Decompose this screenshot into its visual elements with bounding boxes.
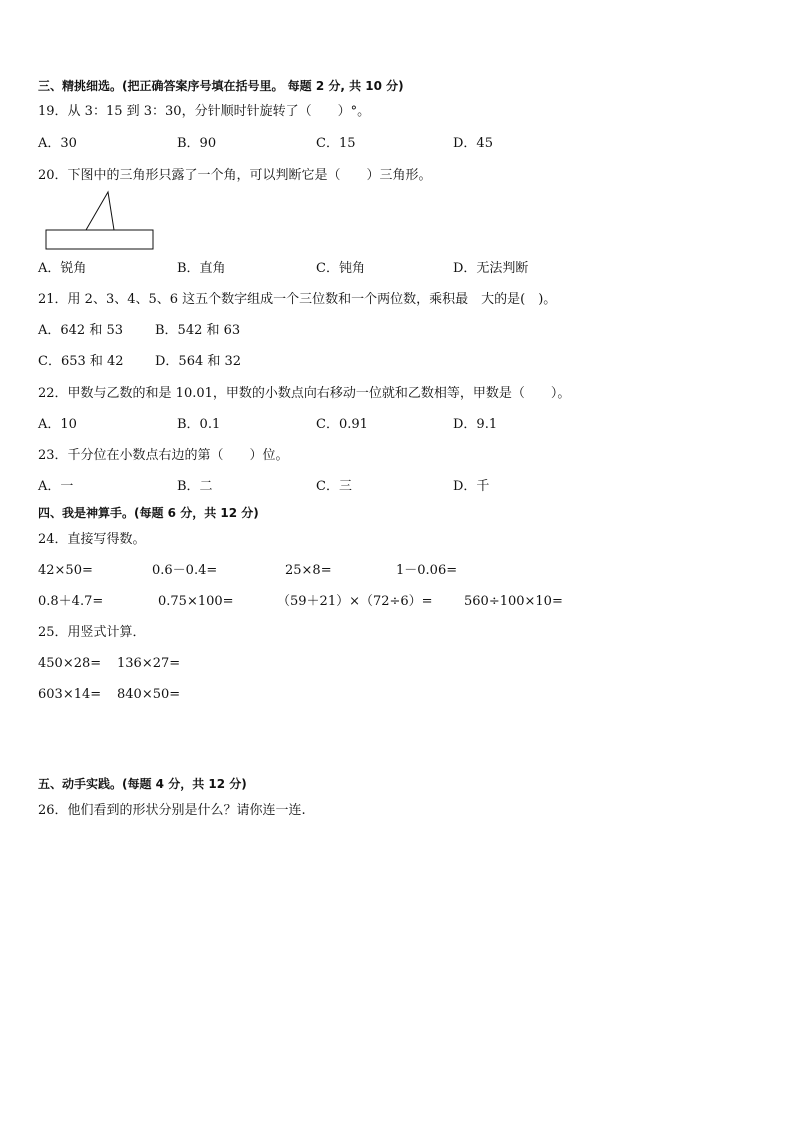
q19-option-d: D．45 xyxy=(453,136,493,151)
q25-stem: 25．用竖式计算． xyxy=(38,625,146,640)
q21-option-c: C．653 和 42 xyxy=(38,354,124,369)
q19-stem: 19．从 3：15 到 3：30，分针顺时针旋转了（ ）°。 xyxy=(38,104,371,119)
q22-option-c: C．0.91 xyxy=(316,417,368,432)
q19-option-c: C．15 xyxy=(316,136,356,151)
q20-option-c: C．钝角 xyxy=(316,261,365,276)
q23-option-c: C．三 xyxy=(316,479,352,494)
q19-option-a: A．30 xyxy=(38,136,77,151)
q23-option-a: A．一 xyxy=(38,479,74,494)
q24-item: （59＋21）×（72÷6）= xyxy=(277,594,433,609)
q24-item: 0.75×100= xyxy=(158,594,234,609)
section-3-heading: 三、精挑细选。(把正确答案序号填在括号里。 每题 2 分, 共 10 分) xyxy=(38,79,404,93)
q24-item: 25×8= xyxy=(285,563,332,578)
covering-rectangle xyxy=(46,230,153,249)
q20-option-a: A．锐角 xyxy=(38,261,87,276)
q21-option-d: D．564 和 32 xyxy=(155,354,242,369)
q20-triangle-figure xyxy=(40,190,158,254)
q24-item: 0.6－0.4= xyxy=(152,563,218,578)
q19-option-b: B．90 xyxy=(177,136,217,151)
q24-item: 42×50= xyxy=(38,563,93,578)
q20-stem: 20．下图中的三角形只露了一个角，可以判断它是（ ）三角形。 xyxy=(38,168,432,183)
section-4-heading: 四、我是神算手。(每题 6 分，共 12 分) xyxy=(38,506,259,520)
q25-item: 450×28= xyxy=(38,656,102,671)
q24-item: 1－0.06= xyxy=(396,563,458,578)
q25-item: 136×27= xyxy=(117,656,181,671)
q21-option-a: A．642 和 53 xyxy=(38,323,124,338)
q23-option-b: B．二 xyxy=(177,479,213,494)
q22-stem: 22．甲数与乙数的和是 10.01，甲数的小数点向右移动一位就和乙数相等，甲数是（ ）。 xyxy=(38,386,571,401)
triangle-visible-angle xyxy=(86,192,114,230)
q24-item: 0.8＋4.7= xyxy=(38,594,104,609)
q22-option-a: A．10 xyxy=(38,417,77,432)
q22-option-d: D．9.1 xyxy=(453,417,498,432)
q23-option-d: D．千 xyxy=(453,479,490,494)
section-5-heading: 五、动手实践。(每题 4 分，共 12 分) xyxy=(38,777,247,791)
q24-stem: 24．直接写得数。 xyxy=(38,532,146,547)
q25-item: 603×14= xyxy=(38,687,102,702)
q26-stem: 26．他们看到的形状分别是什么？请你连一连. xyxy=(38,803,306,818)
q23-stem: 23．千分位在小数点右边的第（ ）位。 xyxy=(38,448,289,463)
q21-option-b: B．542 和 63 xyxy=(155,323,241,338)
q20-option-d: D．无法判断 xyxy=(453,261,529,276)
q24-item: 560÷100×10= xyxy=(464,594,563,609)
q25-item: 840×50= xyxy=(117,687,181,702)
q20-option-b: B．直角 xyxy=(177,261,226,276)
q22-option-b: B．0.1 xyxy=(177,417,221,432)
q21-stem: 21．用 2、3、4、5、6 这五个数字组成一个三位数和一个两位数，乘积最 大的是( )。 xyxy=(38,292,557,307)
